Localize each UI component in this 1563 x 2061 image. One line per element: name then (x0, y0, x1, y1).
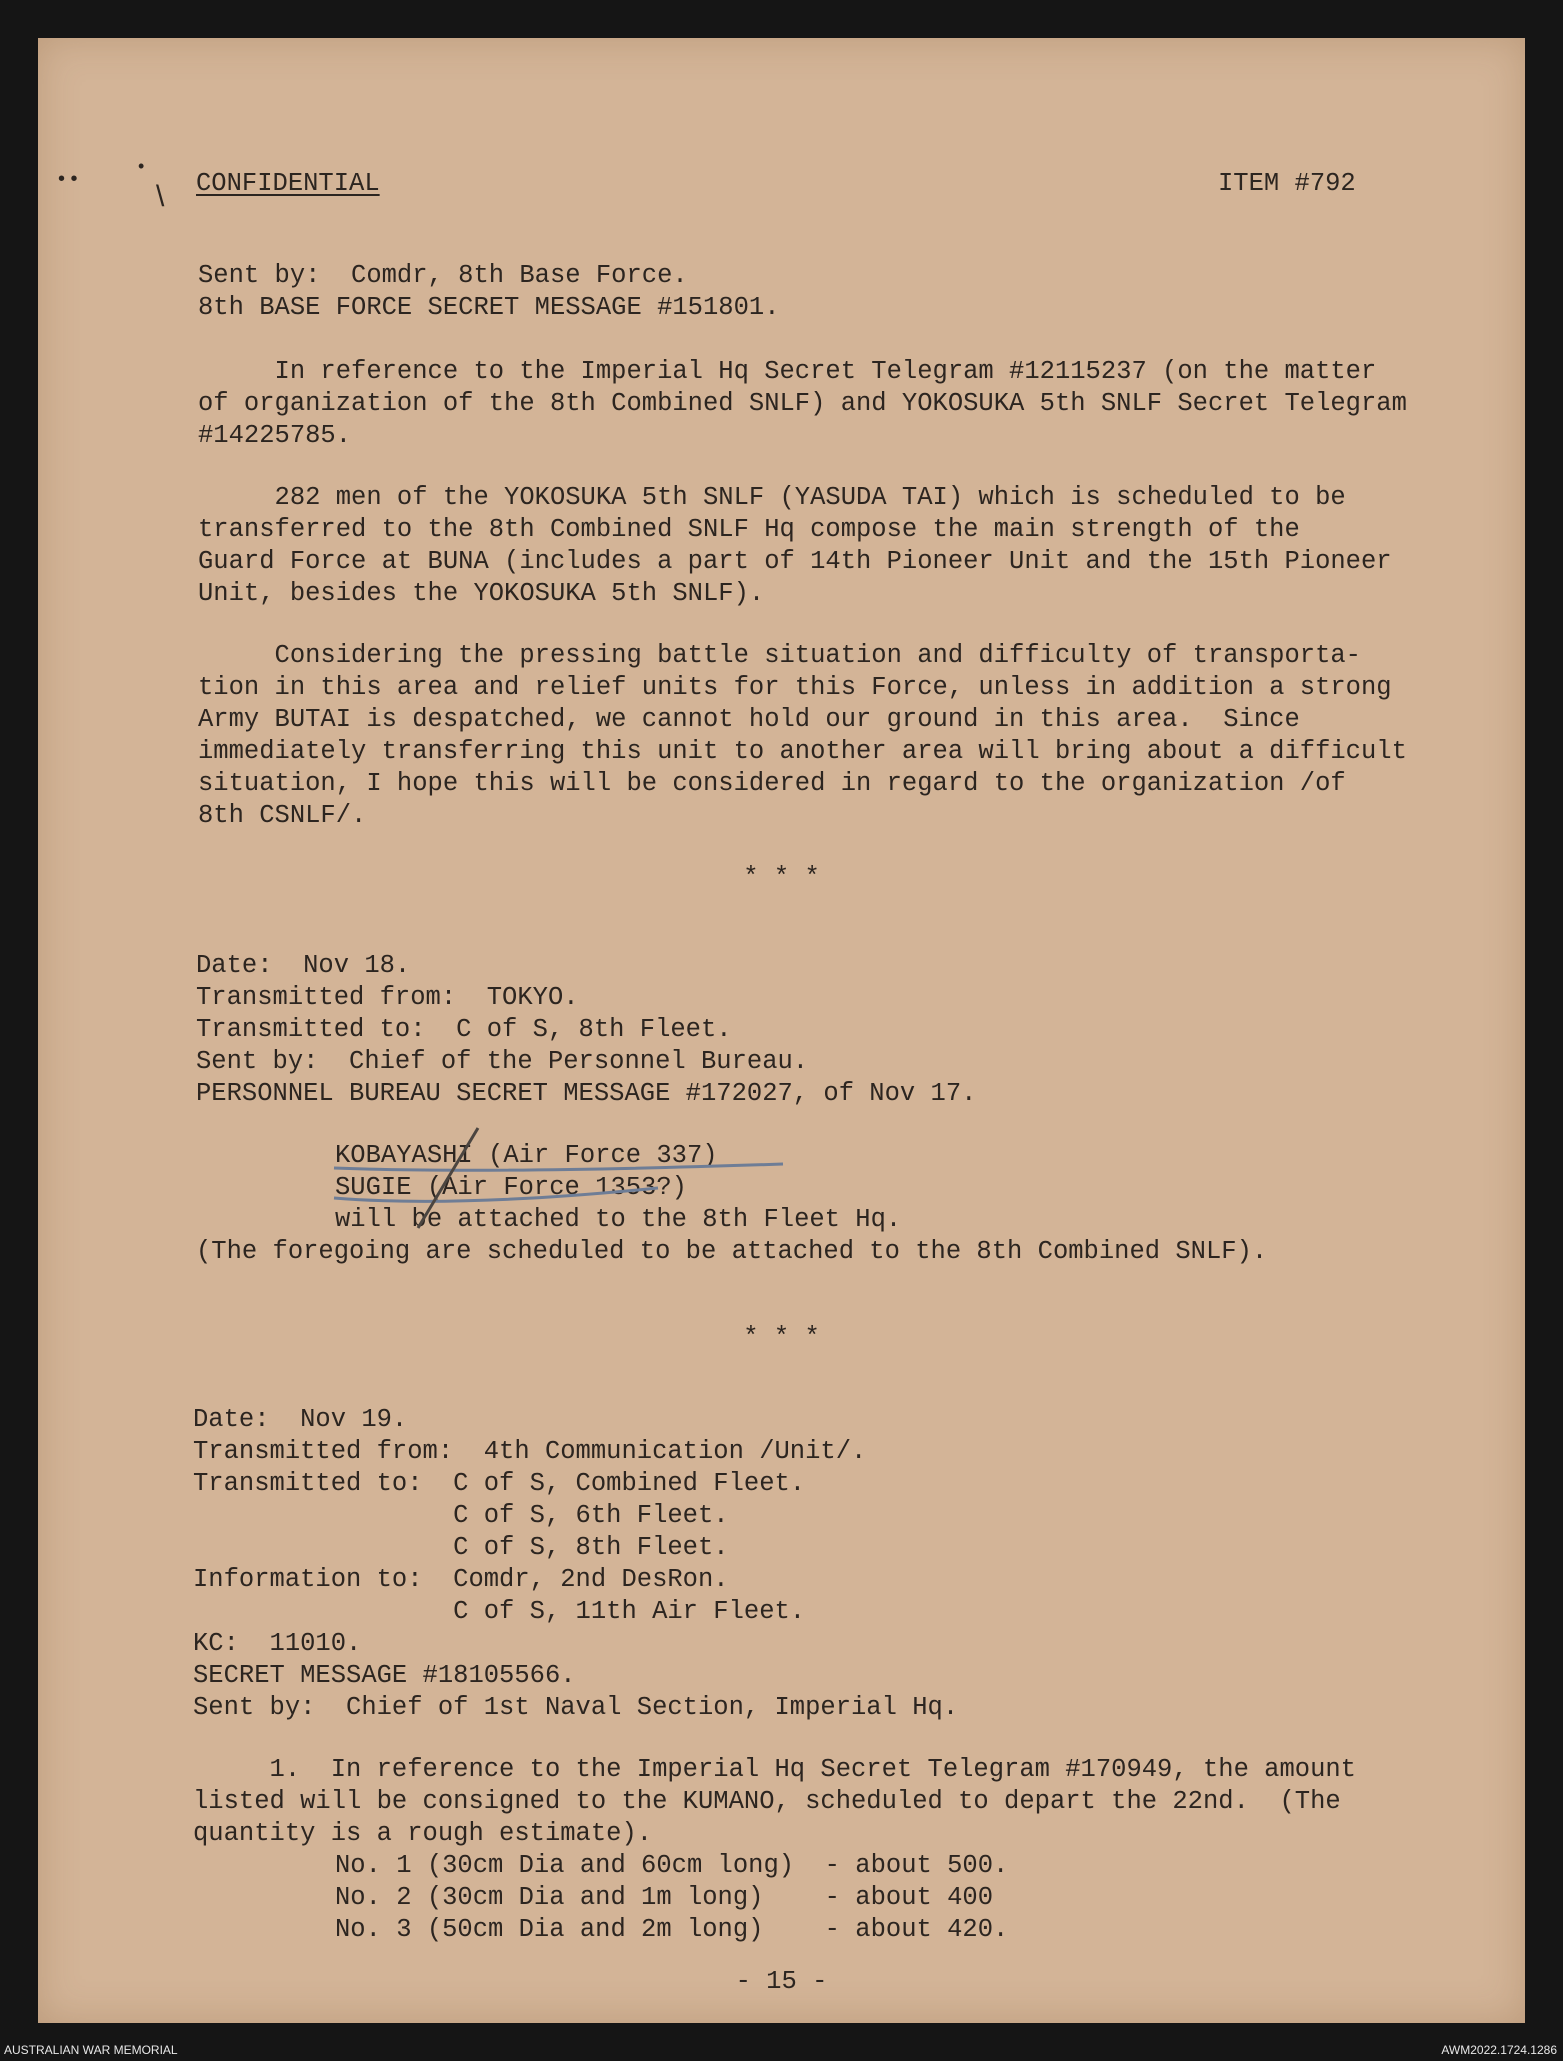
msg3-line: Transmitted to: C of S, Combined Fleet. (193, 1469, 806, 1498)
section-separator: * * * (743, 1323, 820, 1352)
msg1-p3-line: situation, I hope this will be considered in regard to the organization /of (198, 769, 1346, 798)
msg2-line: Date: Nov 18. (196, 951, 411, 980)
punch-mark: • (138, 156, 145, 176)
pencil-tick-mark: \ (156, 180, 165, 213)
msg3-line: Date: Nov 19. (193, 1405, 408, 1434)
msg3-p1-line: quantity is a rough estimate). (193, 1819, 653, 1848)
msg1-p3-line: Considering the pressing battle situation and difficulty of transporta- (198, 641, 1361, 670)
msg2-line: PERSONNEL BUREAU SECRET MESSAGE #172027, of Nov 17. (196, 1079, 977, 1108)
msg1-sent-by: Sent by: Comdr, 8th Base Force. (198, 261, 688, 290)
msg2-attach-line: will be attached to the 8th Fleet Hq. (335, 1205, 902, 1234)
msg1-p1-line: #14225785. (198, 421, 352, 450)
msg3-item: No. 3 (50cm Dia and 2m long) - about 420. (335, 1915, 1009, 1944)
msg3-line: KC: 11010. (193, 1629, 362, 1658)
msg1-p2-line: Unit, besides the YOKOSUKA 5th SNLF). (198, 579, 765, 608)
msg3-p1-line: 1. In reference to the Imperial Hq Secret Telegram #170949, the amount (193, 1755, 1356, 1784)
msg3-line: C of S, 11th Air Fleet. (193, 1597, 806, 1626)
msg2-note: (The foregoing are scheduled to be attached to the 8th Combined SNLF). (196, 1237, 1268, 1266)
msg2-name: KOBAYASHI (Air Force 337) (335, 1141, 718, 1170)
msg3-line: Information to: Comdr, 2nd DesRon. (193, 1565, 729, 1594)
msg1-p3-line: immediately transferring this unit to another area will bring about a difficult (198, 737, 1407, 766)
msg1-p3-line: 8th CSNLF/. (198, 801, 367, 830)
msg3-p1-line: listed will be consigned to the KUMANO, scheduled to depart the 22nd. (The (193, 1787, 1341, 1816)
msg1-reference: 8th BASE FORCE SECRET MESSAGE #151801. (198, 293, 780, 322)
item-number: ITEM #792 (1218, 169, 1356, 198)
document-page (38, 38, 1525, 2023)
msg3-line: C of S, 6th Fleet. (193, 1501, 729, 1530)
msg2-name: SUGIE (Air Force 1353?) (335, 1173, 687, 1202)
msg3-line: SECRET MESSAGE #18105566. (193, 1661, 576, 1690)
msg3-line: C of S, 8th Fleet. (193, 1533, 729, 1562)
classification-label: CONFIDENTIAL (196, 169, 380, 198)
msg2-line: Sent by: Chief of the Personnel Bureau. (196, 1047, 809, 1076)
page-number: - 15 - (735, 1967, 828, 1996)
section-separator: * * * (743, 863, 820, 892)
msg1-p1-line: In reference to the Imperial Hq Secret Telegram #12115237 (on the matter (198, 357, 1377, 386)
msg1-p2-line: Guard Force at BUNA (includes a part of 14th Pioneer Unit and the 15th Pioneer (198, 547, 1392, 576)
msg3-line: Transmitted from: 4th Communication /Unit/. (193, 1437, 867, 1466)
msg1-p2-line: 282 men of the YOKOSUKA 5th SNLF (YASUDA TAI) which is scheduled to be (198, 483, 1346, 512)
footer-catalog-number: AWM2022.1724.1286 (1441, 2043, 1557, 2057)
footer-archive-label: AUSTRALIAN WAR MEMORIAL (4, 2043, 178, 2057)
punch-mark: • • (58, 168, 78, 190)
msg1-p3-line: Army BUTAI is despatched, we cannot hold our ground in this area. Since (198, 705, 1300, 734)
msg3-line: Sent by: Chief of 1st Naval Section, Imperial Hq. (193, 1693, 959, 1722)
msg2-line: Transmitted from: TOKYO. (196, 983, 579, 1012)
msg3-item: No. 2 (30cm Dia and 1m long) - about 400 (335, 1883, 994, 1912)
msg1-p3-line: tion in this area and relief units for this Force, unless in addition a strong (198, 673, 1392, 702)
msg3-item: No. 1 (30cm Dia and 60cm long) - about 500. (335, 1851, 1009, 1880)
msg1-p2-line: transferred to the 8th Combined SNLF Hq compose the main strength of the (198, 515, 1300, 544)
msg1-p1-line: of organization of the 8th Combined SNLF) and YOKOSUKA 5th SNLF Secret Telegram (198, 389, 1407, 418)
msg2-line: Transmitted to: C of S, 8th Fleet. (196, 1015, 732, 1044)
